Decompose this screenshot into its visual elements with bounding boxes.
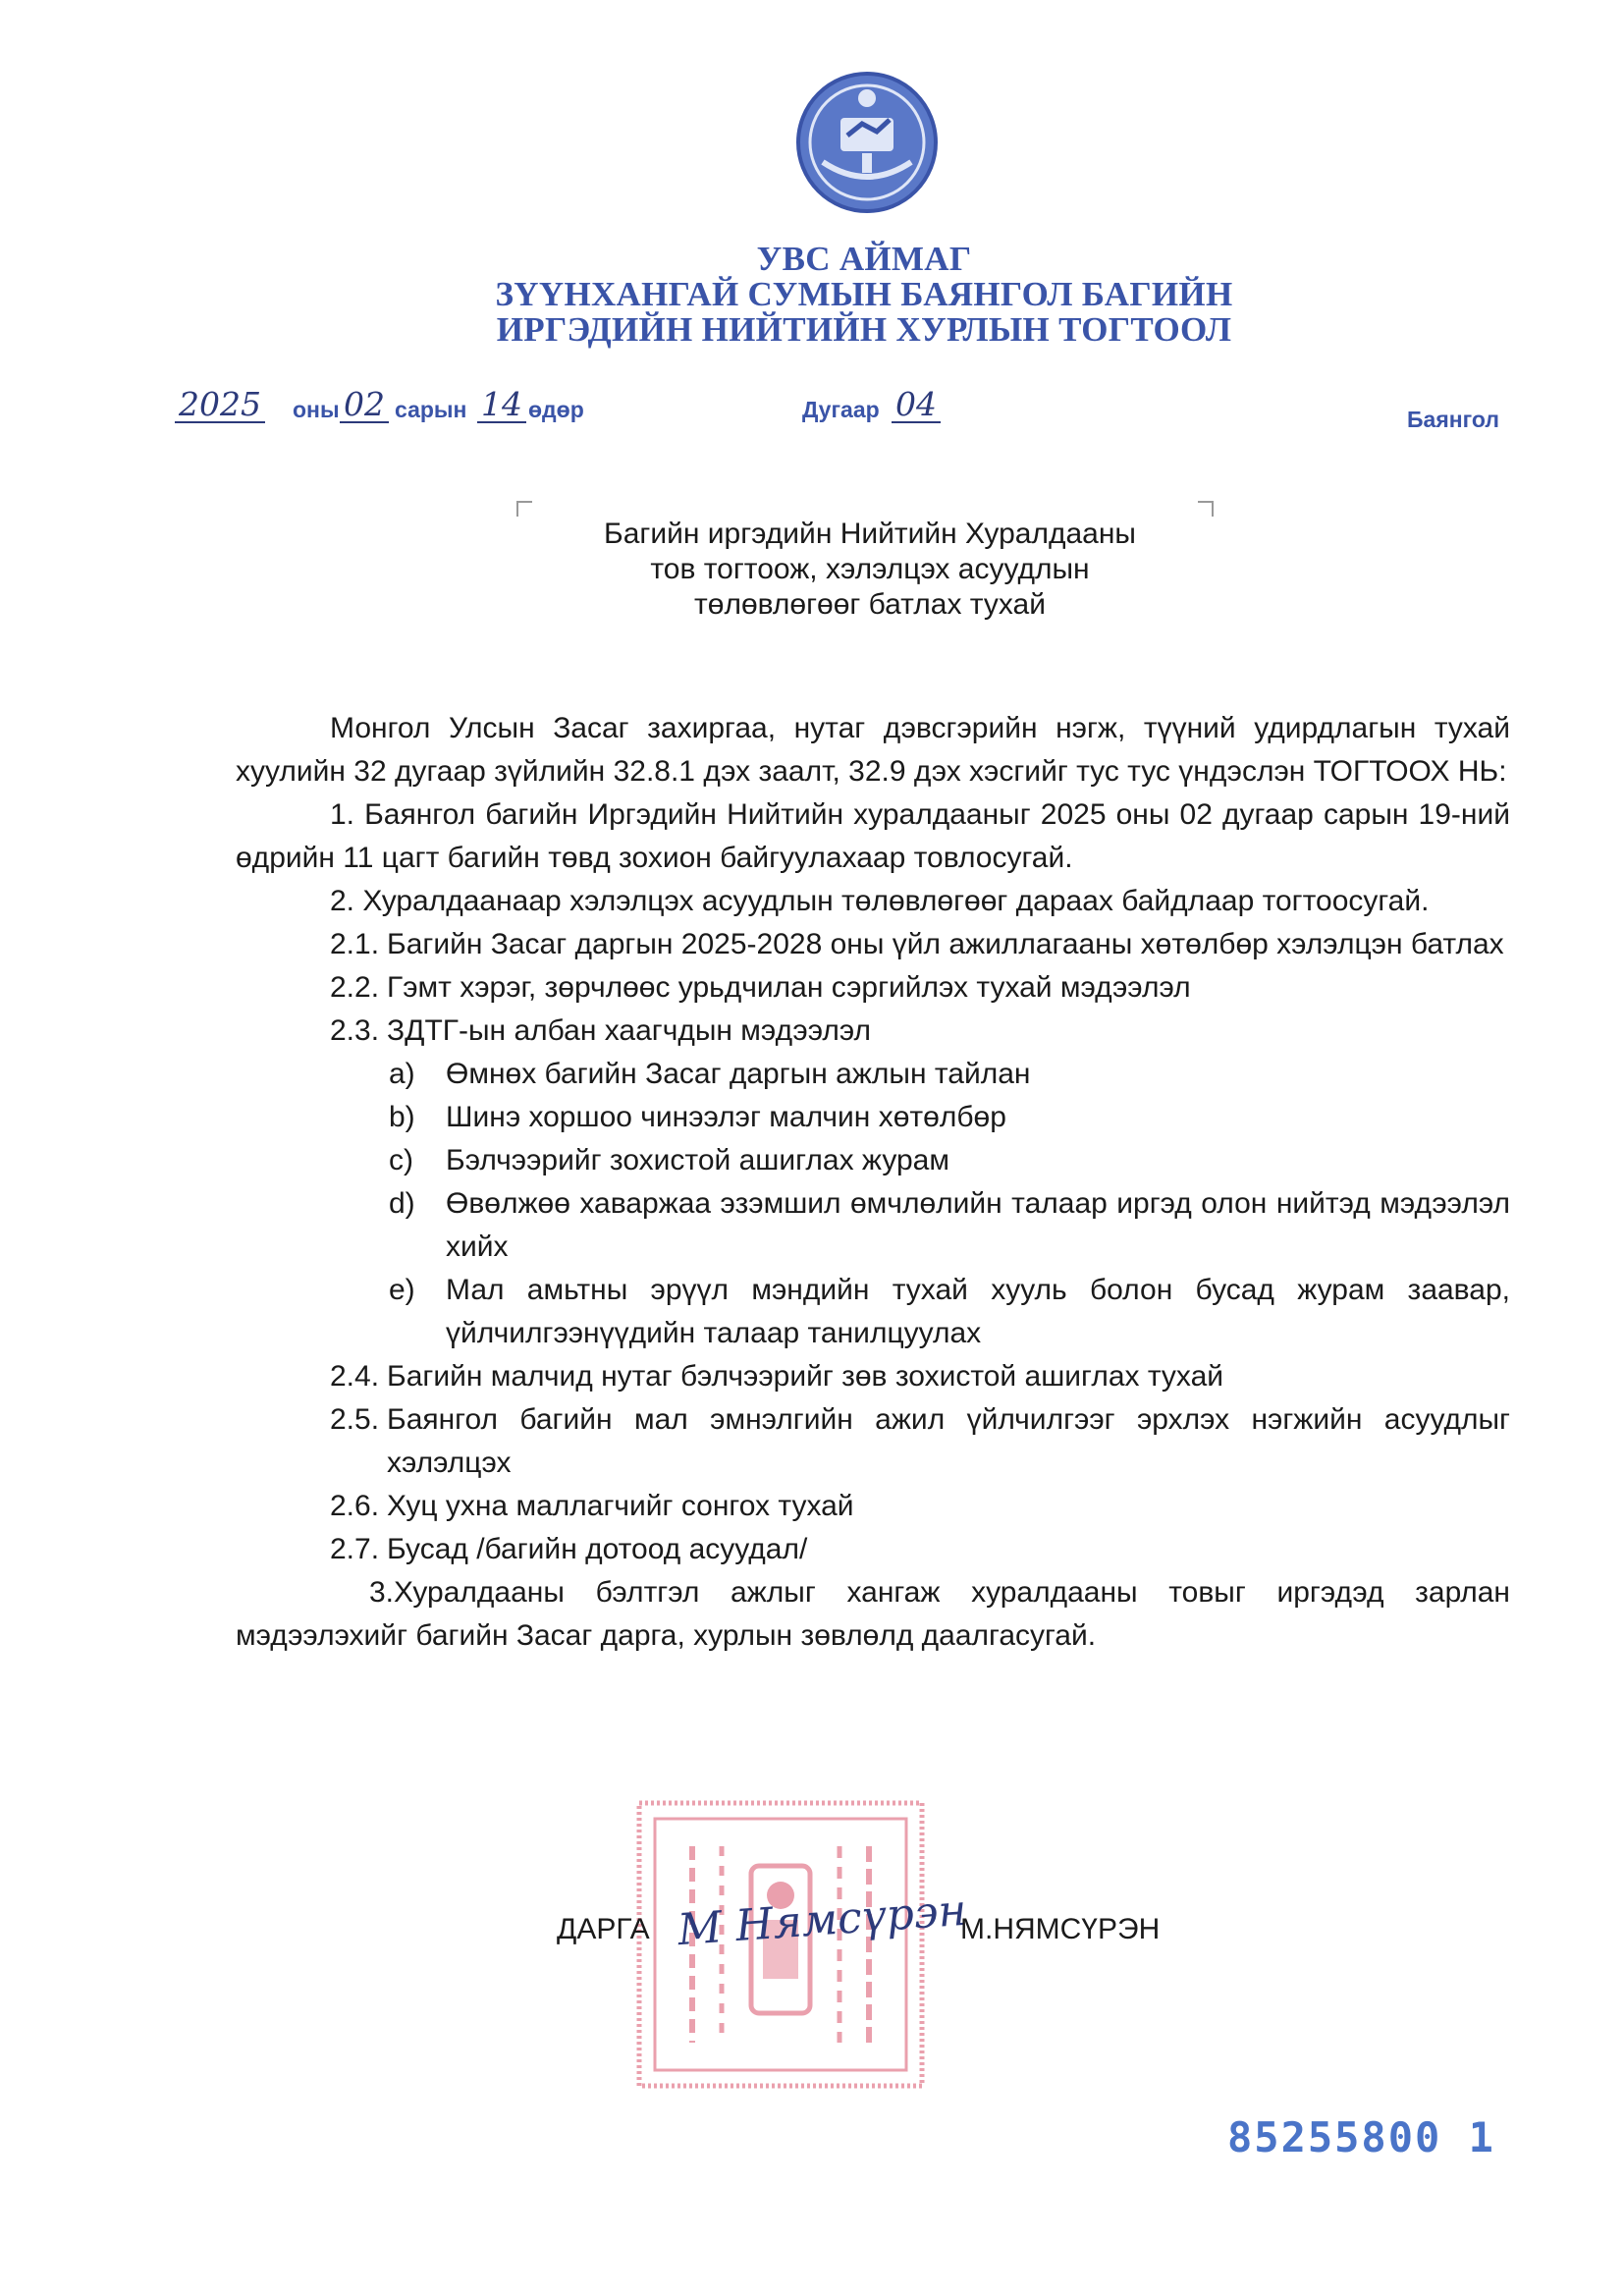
sub-item — [236, 1485, 1510, 1528]
letter-text: Мал амьтны эрүүл мэндийн тухай хууль болон бусад журам заавар, үйлчилгээнүүдийн талаар танилцуулах — [446, 1274, 1510, 1349]
signer-name: М.НЯМСҮРЭН — [960, 1913, 1161, 1945]
sub-item — [236, 966, 1510, 1010]
title-line: төлөвлөгөөг батлах тухай — [694, 588, 1046, 621]
date-year: 2025 — [175, 388, 265, 423]
date-month: 02 — [340, 388, 389, 423]
sub-item-text: Хуц ухна маллагчийг сонгох тухай — [387, 1490, 854, 1522]
signature-title: ДАРГА — [557, 1913, 650, 1945]
sub-item — [236, 1398, 1510, 1485]
sub-item-text: ЗДТГ-ын албан хаагчдын мэдээлэл — [387, 1014, 872, 1047]
sub-item — [236, 1010, 1510, 1053]
letter-label: e) — [389, 1274, 415, 1306]
date-edur-label: өдөр — [528, 397, 584, 422]
title-corner-right — [1198, 501, 1214, 517]
sub-item-text: Багийн малчид нутаг бэлчээрийг зөв зохистой ашиглах тухай — [387, 1360, 1224, 1393]
handwritten-signature: М Нямсүрэн — [676, 1885, 968, 1956]
letter-label: c) — [389, 1144, 413, 1176]
sub-item-number: 2.7. — [330, 1533, 380, 1565]
place-name: Баянгол — [1407, 407, 1499, 432]
letter-item — [236, 1139, 1510, 1182]
item-1: 1. Баянгол багийн Иргэдийн Нийтийн хуралдааныг 2025 оны 02 дугаар сарын 19-ний өдрийн 11 цагт багийн төвд зохион байгуулахаар товлосугай. — [236, 798, 1510, 874]
letter-item — [236, 1096, 1510, 1139]
date-saryn-label: сарын — [395, 397, 467, 422]
date-ony-label: оны — [293, 397, 340, 422]
serial-number: 85255800 1 — [1227, 2113, 1495, 2161]
letter-text: Бэлчээрийг зохистой ашиглах журам — [446, 1144, 949, 1176]
preamble-paragraph: Монгол Улсын Засаг захиргаа, нутаг дэвсгэрийн нэгж, түүний удирдлагын тухай хуулийн 32 дугаар зүйлийн 32.8.1 дэх заалт, 32.9 дэх хэсгийг тус тус үндэслэн ТОГТООХ НЬ: — [236, 712, 1510, 788]
sub-item — [236, 1528, 1510, 1571]
item-3: 3.Хуралдааны бэлтгэл ажлыг хангаж хуралдааны товыг иргэдэд зарлан мэдээлэхийг багийн Засаг дарга, хурлын зөвлөлд даалгасугай. — [236, 1576, 1510, 1652]
header-sum-bag: ЗҮҮНХАНГАЙ СУМЫН БАЯНГОЛ БАГИЙН — [495, 275, 1233, 313]
header-aimag: УВС АЙМАГ — [756, 240, 972, 278]
item-2: 2. Хуралдаанаар хэлэлцэх асуудлын төлөвлөгөөг дараах байдлаар тогтоосугай. — [330, 885, 1430, 917]
title-line: тов тогтоож, хэлэлцэх асуудлын — [650, 553, 1090, 585]
document-title — [511, 517, 1229, 623]
letter-label: d) — [389, 1187, 415, 1220]
document-number: 04 — [892, 388, 941, 423]
sub-item — [236, 1355, 1510, 1398]
sub-item-text: Бусад /багийн дотоод асуудал/ — [387, 1533, 808, 1565]
letter-item — [236, 1053, 1510, 1096]
document-body — [236, 707, 1510, 1658]
letter-text: Өмнөх багийн Засаг даргын ажлын тайлан — [446, 1058, 1031, 1090]
title-corner-left — [516, 501, 532, 517]
letter-label: a) — [389, 1058, 415, 1090]
sub-item — [236, 923, 1510, 966]
letter-item — [236, 1182, 1510, 1269]
sub-item-number: 2.3. — [330, 1014, 380, 1047]
sub-item-number: 2.1. — [330, 928, 380, 960]
sub-item-number: 2.2. — [330, 971, 380, 1004]
date-day: 14 — [477, 388, 526, 423]
sub-item-number: 2.6. — [330, 1490, 380, 1522]
state-emblem-icon — [793, 69, 941, 216]
letter-text: Өвөлжөө хаваржаа эзэмшил өмчлөлийн талаар иргэд олон нийтэд мэдээлэл хийх — [446, 1187, 1510, 1263]
letter-label: b) — [389, 1101, 415, 1133]
header-resolution: ИРГЭДИЙН НИЙТИЙН ХУРЛЫН ТОГТООЛ — [496, 310, 1232, 349]
letter-text: Шинэ хоршоо чинээлэг малчин хөтөлбөр — [446, 1101, 1006, 1133]
letter-item — [236, 1269, 1510, 1355]
sub-item-number: 2.4. — [330, 1360, 380, 1393]
sub-item-text: Баянгол багийн мал эмнэлгийн ажил үйлчилгээг эрхлэх нэгжийн асуудлыг хэлэлцэх — [387, 1403, 1510, 1479]
sub-item-text: Гэмт хэрэг, зөрчлөөс урьдчилан сэргийлэх тухай мэдээлэл — [387, 971, 1191, 1004]
number-label: Дугаар — [802, 397, 880, 422]
sub-item-text: Багийн Засаг даргын 2025-2028 оны үйл ажиллагааны хөтөлбөр хэлэлцэн батлах — [387, 928, 1504, 960]
sub-item-number: 2.5. — [330, 1403, 380, 1436]
title-line: Багийн иргэдийн Нийтийн Хуралдааны — [604, 518, 1136, 550]
